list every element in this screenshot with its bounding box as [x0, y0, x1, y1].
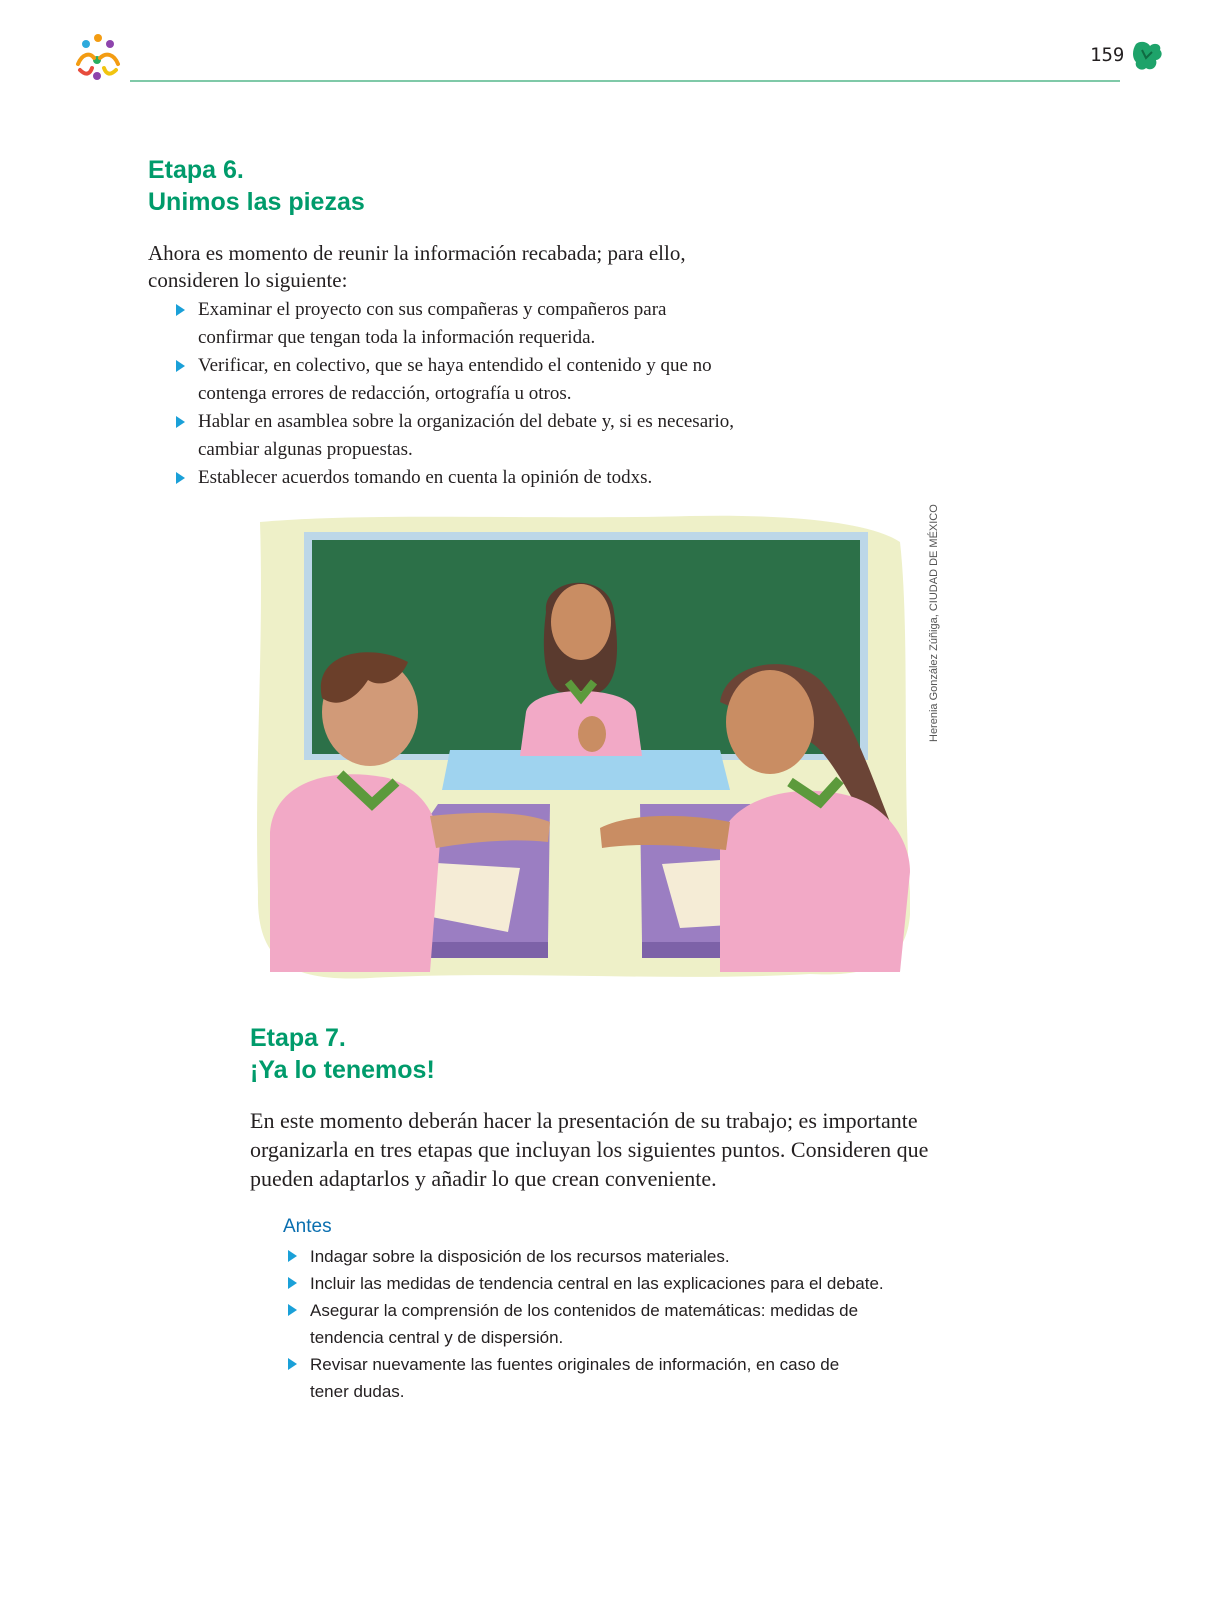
- stage6-intro: Ahora es momento de reunir la información recabada; para ello, consideren lo siguiente:: [148, 241, 686, 292]
- stage7-title: ¡Ya lo tenemos!: [250, 1056, 435, 1084]
- stage6-number: Etapa 6.: [148, 156, 244, 184]
- header-rule: [130, 80, 1120, 82]
- list-item-text: Verificar, en colectivo, que se haya entendido el contenido y que no contenga errores de redacción, ortografía u otros.: [198, 355, 712, 404]
- stage6-bullet-list: [176, 296, 736, 492]
- bullet-arrow-icon: [176, 304, 185, 316]
- list-item: [288, 1297, 870, 1351]
- bullet-arrow-icon: [288, 1358, 297, 1370]
- list-item-text: Establecer acuerdos tomando en cuenta la opinión de todxs.: [198, 467, 653, 488]
- flower-logo-icon: [70, 30, 126, 86]
- bullet-arrow-icon: [176, 416, 185, 428]
- list-item: [176, 352, 736, 408]
- list-item: [176, 464, 736, 492]
- list-item-text: Hablar en asamblea sobre la organización del debate y, si es necesario, cambiar algunas propuestas.: [198, 411, 734, 460]
- stage7-intro: En este momento deberán hacer la presentación de su trabajo; es importante organizarla en tres etapas que incluyan los siguientes puntos. Consideren que pueden adaptarlos y añadir lo que crean conveniente.: [250, 1108, 929, 1191]
- stage7-number: Etapa 7.: [250, 1024, 346, 1052]
- green-glyph-icon: [1130, 38, 1166, 74]
- list-item-text: Incluir las medidas de tendencia central en las explicaciones para el debate.: [310, 1274, 884, 1293]
- stage6-title: Unimos las piezas: [148, 188, 365, 216]
- list-item-text: Revisar nuevamente las fuentes originales de información, en caso de tener dudas.: [310, 1355, 840, 1401]
- list-item-text: Examinar el proyecto con sus compañeras y compañeros para confirmar que tengan toda la información requerida.: [198, 299, 667, 348]
- antes-subheading: Antes: [283, 1216, 332, 1237]
- list-item: [288, 1351, 850, 1405]
- list-item: [176, 296, 736, 352]
- stage6-heading: [148, 154, 365, 218]
- bullet-arrow-icon: [288, 1277, 297, 1289]
- stage7-heading: [250, 1022, 435, 1086]
- list-item: [288, 1243, 908, 1270]
- illustration-credit: Herenia González Zúñiga, CIUDAD DE MÉXICO: [928, 504, 940, 742]
- bullet-arrow-icon: [176, 472, 185, 484]
- list-item-text: Asegurar la comprensión de los contenidos de matemáticas: medidas de tendencia central y de dispersión.: [310, 1301, 859, 1347]
- classroom-illustration: [250, 512, 910, 982]
- page-number: 159: [1090, 44, 1125, 66]
- stage7-bullet-list: [288, 1243, 908, 1405]
- list-item: [176, 408, 736, 464]
- list-item-text: Indagar sobre la disposición de los recursos materiales.: [310, 1247, 730, 1266]
- list-item: [288, 1270, 908, 1297]
- bullet-arrow-icon: [176, 360, 185, 372]
- bullet-arrow-icon: [288, 1304, 297, 1316]
- bullet-arrow-icon: [288, 1250, 297, 1262]
